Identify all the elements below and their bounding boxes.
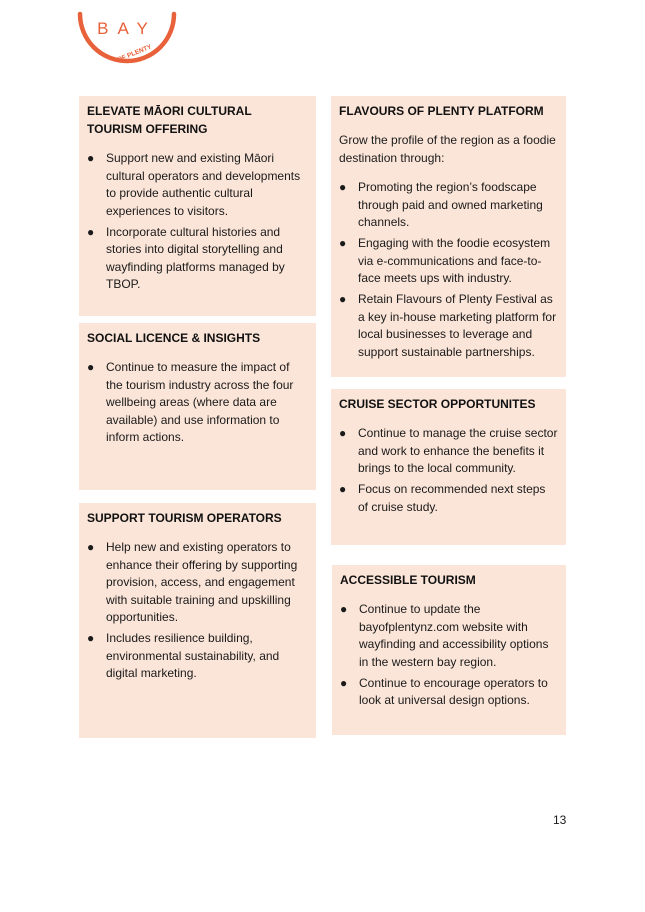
card-title: ACCESSIBLE TOURISM bbox=[340, 573, 476, 587]
bullet-icon: ● bbox=[339, 292, 347, 306]
bay-of-plenty-logo bbox=[72, 10, 182, 72]
card-intro: Grow the profile of the region as a foodie destination through: bbox=[339, 133, 556, 165]
card-maori-cultural-tourism bbox=[79, 96, 316, 316]
bullet-icon: ● bbox=[340, 675, 348, 690]
card-title: SUPPORT TOURISM OPERATORS bbox=[87, 511, 282, 525]
bullet-icon: ● bbox=[87, 151, 95, 165]
list-item: ● Engaging with the foodie ecosystem via e-communications and face-to-face meets ups with industry. bbox=[339, 236, 551, 285]
bullet-icon: ● bbox=[87, 540, 95, 554]
bullet-icon: ● bbox=[87, 631, 95, 645]
bullet-list bbox=[87, 359, 308, 447]
list-item: ● Retain Flavours of Plenty Festival as a key in-house marketing platform for local businesses to leverage and support sustainable partnerships. bbox=[339, 292, 557, 359]
bullet-icon: ● bbox=[340, 602, 348, 616]
card-title: FLAVOURS OF PLENTY PLATFORM bbox=[339, 104, 544, 118]
logo-text-bay: BAY bbox=[97, 19, 157, 38]
card-cruise-sector bbox=[331, 389, 566, 545]
list-item: ● Continue to measure the impact of the tourism industry across the four wellbeing areas (where data are available) and use information to inform actions. bbox=[87, 360, 294, 444]
list-item: ● Continue to encourage operators to look at universal design options. bbox=[340, 675, 548, 707]
card-title: CRUISE SECTOR OPPORTUNITES bbox=[339, 397, 536, 411]
list-item: ● Promoting the region’s foodscape through paid and owned marketing channels. bbox=[339, 180, 543, 229]
bullet-icon: ● bbox=[87, 360, 95, 374]
card-social-licence bbox=[79, 323, 316, 490]
card-title: SOCIAL LICENCE & INSIGHTS bbox=[87, 331, 261, 345]
bullet-icon: ● bbox=[339, 236, 347, 250]
page-number: 13 bbox=[553, 813, 567, 827]
card-support-operators bbox=[79, 503, 316, 738]
bullet-list bbox=[340, 601, 558, 710]
bullet-list bbox=[339, 425, 558, 516]
list-item: ● Includes resilience building, environmental sustainability, and digital marketing. bbox=[87, 631, 280, 680]
list-item: ● Help new and existing operators to enhance their offering by supporting provision, access, and engagement with suitable training and upskilling opportunities. bbox=[87, 540, 298, 624]
list-item: ● Focus on recommended next steps of cruise study. bbox=[339, 482, 546, 514]
bullet-icon: ● bbox=[87, 224, 95, 239]
list-item: ● Continue to manage the cruise sector and work to enhance the benefits it brings to the local community. bbox=[339, 426, 558, 475]
card-accessible-tourism bbox=[332, 565, 566, 735]
bullet-icon: ● bbox=[339, 180, 347, 194]
logo-text-of-plenty: OF PLENTY bbox=[116, 43, 153, 64]
list-item: ● Incorporate cultural histories and stories into digital storytelling and wayfinding platforms managed by TBOP. bbox=[87, 224, 285, 291]
card-flavours-of-plenty bbox=[331, 96, 566, 377]
bullet-list bbox=[87, 539, 308, 683]
bullet-icon: ● bbox=[339, 426, 347, 440]
card-title: ELEVATE MĀORI CULTURAL TOURISM OFFERING bbox=[87, 104, 252, 136]
bullet-list bbox=[87, 150, 308, 294]
list-item: ● Support new and existing Māori cultural operators and developments to provide authentic cultural experiences to visitors. bbox=[87, 151, 301, 218]
bullet-icon: ● bbox=[339, 482, 347, 496]
bullet-list bbox=[339, 179, 558, 361]
list-item: ● Continue to update the bayofplentynz.com website with wayfinding and accessibility options in the western bay region. bbox=[340, 602, 549, 669]
